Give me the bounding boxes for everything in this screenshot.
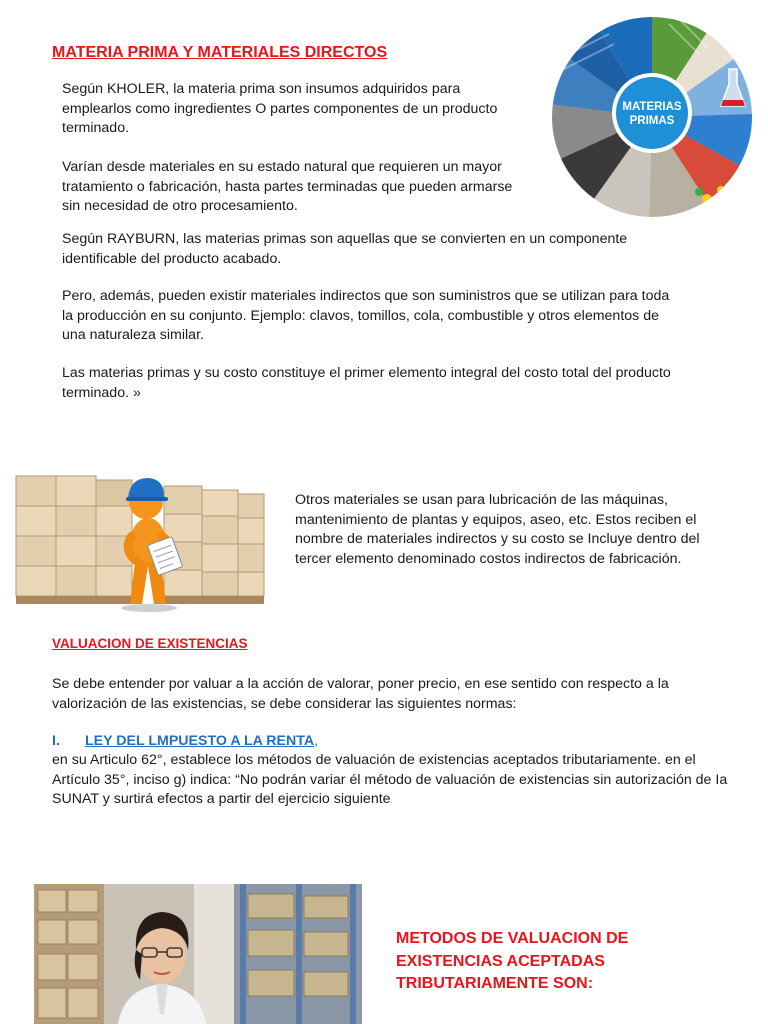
heading-valuacion: VALUACION DE EXISTENCIAS — [52, 636, 248, 651]
paragraph-materiales-indirectos: Pero, además, pueden existir materiales indirectos que son suministros que se utilizan para toda la producción en su conjunto. Ejemplo: clavos, tomillos, cola, combustible y otros elementos de una naturaleza similar. — [62, 288, 670, 343]
paragraph-costo-total: Las materias primas y su costo constituye el primer elemento integral del costo total del producto terminado. » — [62, 365, 671, 401]
materias-primas-image — [549, 14, 755, 220]
law-comma: , — [314, 733, 319, 749]
warehouse-woman-image — [34, 884, 362, 1024]
law-title-link[interactable]: LEY DEL LMPUESTO A LA RENTA — [85, 733, 315, 749]
paragraph-varian: Varían desde materiales en su estado natural que requieren un mayor tratamiento o fabricación, hasta partes terminadas que pueden armarse sin necesidad de otro procesamiento. — [62, 159, 513, 214]
paragraph-kholer: Según KHOLER, la materia prima son insumos adquiridos para emplearlos como ingredientes O partes componentes de un producto terminado. — [62, 81, 498, 136]
paragraph-valuar: Se debe entender por valuar a la acción de valorar, poner precio, en ese sentido con respecto a la valorización de las existencias, se debe considerar las siguientes normas: — [52, 676, 669, 712]
heading-materia-prima: MATERIA PRIMA Y MATERIALES DIRECTOS — [52, 44, 388, 61]
paragraph-rayburn: Según RAYBURN, las materias primas son aquellas que se convierten en un componente identificable del producto acabado. — [62, 231, 628, 267]
law-heading — [52, 732, 318, 752]
primas-label: PRIMAS — [629, 115, 675, 127]
heading-metodos-valuacion: METODOS DE VALUACION DE EXISTENCIAS ACEPTADAS TRIBUTARIAMENTE SON: — [396, 930, 629, 992]
paragraph-otros-materiales: Otros materiales se usan para lubricación de las máquinas, mantenimiento de plantas y equipos, aseo, etc. Estos reciben el nombre de materiales indirectos y su costo se Incluye dentro del tercer elemento denominado costos indirectos de fabricación. — [295, 492, 700, 567]
law-number: I. — [52, 733, 60, 749]
materias-label: MATERIAS — [622, 101, 682, 113]
paragraph-articulo: en su Articulo 62°, establece los métodos de valuación de existencias aceptados tributariamente. en el Artículo 35°, inciso g) indica: “No podrán variar él método de valuación de existencias sin autorización de Ia SUNAT y surtirá efectos a partir del ejercicio siguiente — [52, 752, 728, 807]
warehouse-worker-image — [14, 466, 266, 614]
